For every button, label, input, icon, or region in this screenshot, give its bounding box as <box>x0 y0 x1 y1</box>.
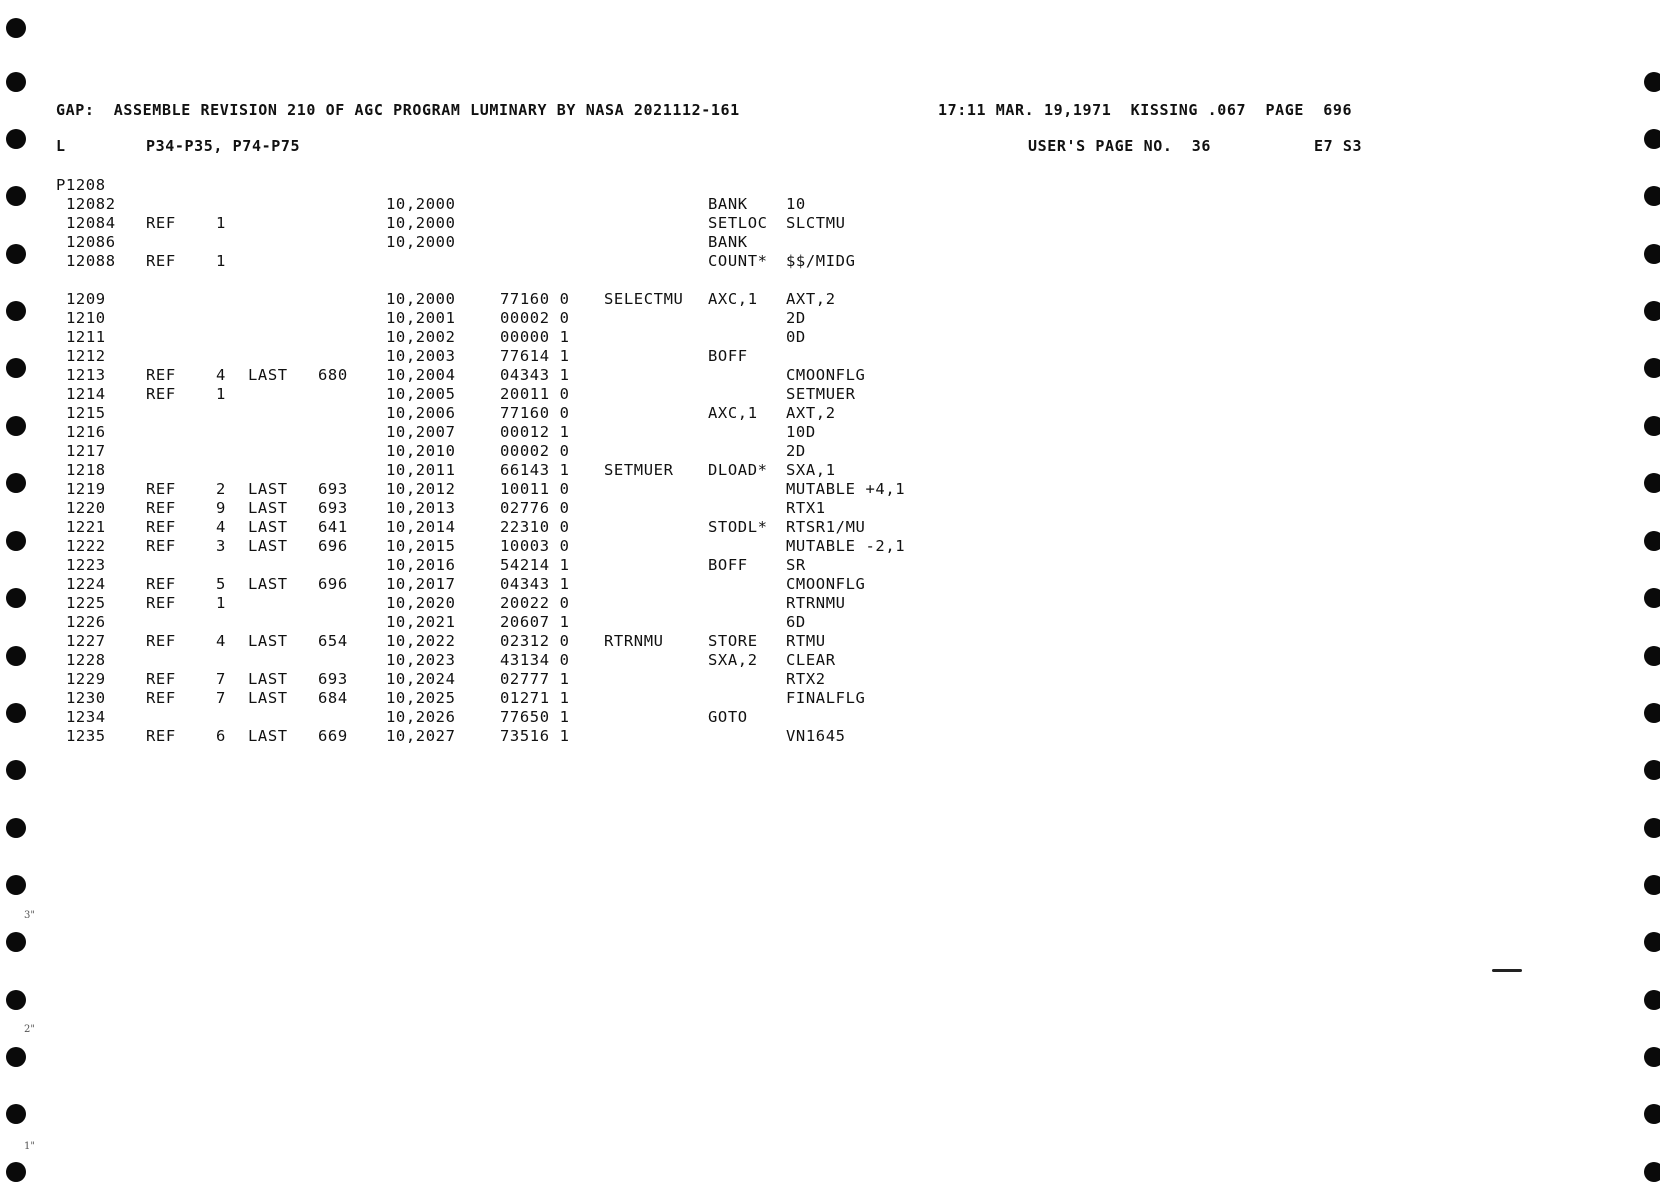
opcode: STORE <box>708 632 758 650</box>
last-page: 696 <box>318 537 348 555</box>
line-number: 1225 <box>66 594 106 612</box>
feed-hole <box>1644 703 1660 723</box>
octal-code: 54214 1 <box>500 556 570 574</box>
last-flag: LAST <box>248 480 288 498</box>
opcode: AXC,1 <box>708 404 758 422</box>
ref-count: 9 <box>216 499 226 517</box>
last-page: 693 <box>318 670 348 688</box>
header-date-page: 17:11 MAR. 19,1971 KISSING .067 PAGE 696 <box>938 101 1353 119</box>
feed-hole <box>1644 301 1660 321</box>
feed-hole <box>1644 186 1660 206</box>
last-flag: LAST <box>248 366 288 384</box>
opcode: COUNT* <box>708 252 768 270</box>
header-title: GAP: ASSEMBLE REVISION 210 OF AGC PROGRAM LUMINARY BY NASA 2021112-161 <box>56 101 740 119</box>
ref-count: 5 <box>216 575 226 593</box>
symbol-label: SELECTMU <box>604 290 684 308</box>
operand: AXT,2 <box>786 404 836 422</box>
feed-hole <box>1644 875 1660 895</box>
octal-code: 10003 0 <box>500 537 570 555</box>
feed-hole <box>1644 244 1660 264</box>
address: 10,2026 <box>386 708 456 726</box>
feed-hole <box>6 416 26 436</box>
address: 10,2022 <box>386 632 456 650</box>
line-number: 1230 <box>66 689 106 707</box>
line-number: 1228 <box>66 651 106 669</box>
octal-code: 77160 0 <box>500 290 570 308</box>
feed-hole <box>1644 531 1660 551</box>
ref-flag: REF <box>146 727 176 745</box>
feed-hole <box>6 129 26 149</box>
feed-hole <box>6 1047 26 1067</box>
operand: AXT,2 <box>786 290 836 308</box>
address: 10,2021 <box>386 613 456 631</box>
line-number: 1211 <box>66 328 106 346</box>
header-section-letter: L <box>56 137 66 155</box>
line-number: 1217 <box>66 442 106 460</box>
opcode: SXA,2 <box>708 651 758 669</box>
ref-count: 1 <box>216 385 226 403</box>
octal-code: 20607 1 <box>500 613 570 631</box>
ref-flag: REF <box>146 689 176 707</box>
feed-hole <box>6 932 26 952</box>
ref-count: 3 <box>216 537 226 555</box>
ref-flag: REF <box>146 518 176 536</box>
opcode: BANK <box>708 233 748 251</box>
octal-code: 00012 1 <box>500 423 570 441</box>
ref-count: 7 <box>216 689 226 707</box>
operand: RTMU <box>786 632 826 650</box>
octal-code: 77650 1 <box>500 708 570 726</box>
margin-mark-2in: 2" <box>24 1024 35 1035</box>
feed-hole <box>1644 646 1660 666</box>
feed-hole <box>1644 72 1660 92</box>
octal-code: 20011 0 <box>500 385 570 403</box>
feed-hole <box>6 18 26 38</box>
address: 10,2006 <box>386 404 456 422</box>
line-number: 1224 <box>66 575 106 593</box>
symbol-label: SETMUER <box>604 461 674 479</box>
octal-code: 02312 0 <box>500 632 570 650</box>
operand: CMOONFLG <box>786 575 866 593</box>
stray-mark <box>1492 969 1522 972</box>
last-page: 641 <box>318 518 348 536</box>
feed-hole <box>6 1162 26 1182</box>
ref-count: 1 <box>216 594 226 612</box>
line-number: 1209 <box>66 290 106 308</box>
address: 10,2000 <box>386 195 456 213</box>
header-section-title: P34-P35, P74-P75 <box>146 137 301 155</box>
line-number: 1215 <box>66 404 106 422</box>
feed-hole <box>1644 1162 1660 1182</box>
feed-hole <box>1644 416 1660 436</box>
margin-mark-1in: 1" <box>24 1141 35 1152</box>
address: 10,2005 <box>386 385 456 403</box>
operand: FINALFLG <box>786 689 866 707</box>
octal-code: 04343 1 <box>500 366 570 384</box>
left-tractor-holes <box>0 0 30 1203</box>
address: 10,2014 <box>386 518 456 536</box>
ref-count: 7 <box>216 670 226 688</box>
line-number: 1219 <box>66 480 106 498</box>
octal-code: 02777 1 <box>500 670 570 688</box>
ref-flag: REF <box>146 252 176 270</box>
ref-count: 4 <box>216 366 226 384</box>
opcode: BOFF <box>708 556 748 574</box>
line-number: 1227 <box>66 632 106 650</box>
operand: SLCTMU <box>786 214 846 232</box>
address: 10,2011 <box>386 461 456 479</box>
line-number: 1222 <box>66 537 106 555</box>
address: 10,2010 <box>386 442 456 460</box>
ref-count: 4 <box>216 632 226 650</box>
opcode: STODL* <box>708 518 768 536</box>
address: 10,2017 <box>386 575 456 593</box>
octal-code: 00002 0 <box>500 442 570 460</box>
address: 10,2015 <box>386 537 456 555</box>
address: 10,2027 <box>386 727 456 745</box>
octal-code: 20022 0 <box>500 594 570 612</box>
line-number: 12082 <box>66 195 116 213</box>
ref-flag: REF <box>146 632 176 650</box>
opcode: DLOAD* <box>708 461 768 479</box>
line-number: 1218 <box>66 461 106 479</box>
address: 10,2025 <box>386 689 456 707</box>
ref-count: 2 <box>216 480 226 498</box>
ref-count: 1 <box>216 252 226 270</box>
octal-code: 00000 1 <box>500 328 570 346</box>
feed-hole <box>6 531 26 551</box>
address: 10,2000 <box>386 290 456 308</box>
operand: CMOONFLG <box>786 366 866 384</box>
feed-hole <box>1644 129 1660 149</box>
last-page: 693 <box>318 480 348 498</box>
ref-flag: REF <box>146 480 176 498</box>
last-flag: LAST <box>248 689 288 707</box>
last-flag: LAST <box>248 537 288 555</box>
ref-flag: REF <box>146 537 176 555</box>
header-user-page: USER'S PAGE NO. 36 <box>1028 137 1211 155</box>
octal-code: 77614 1 <box>500 347 570 365</box>
feed-hole <box>6 875 26 895</box>
ref-count: 4 <box>216 518 226 536</box>
line-number: 1214 <box>66 385 106 403</box>
line-number: 12084 <box>66 214 116 232</box>
octal-code: 02776 0 <box>500 499 570 517</box>
address: 10,2007 <box>386 423 456 441</box>
ref-flag: REF <box>146 594 176 612</box>
address: 10,2020 <box>386 594 456 612</box>
operand: RTSR1/MU <box>786 518 866 536</box>
right-tractor-holes <box>1630 0 1660 1203</box>
octal-code: 43134 0 <box>500 651 570 669</box>
opcode: GOTO <box>708 708 748 726</box>
operand: 0D <box>786 328 806 346</box>
operand: VN1645 <box>786 727 846 745</box>
address: 10,2001 <box>386 309 456 327</box>
feed-hole <box>6 588 26 608</box>
ref-flag: REF <box>146 214 176 232</box>
ref-count: 6 <box>216 727 226 745</box>
last-page: 693 <box>318 499 348 517</box>
margin-mark-3in: 3" <box>24 910 35 921</box>
header-sheet-code: E7 S3 <box>1314 137 1363 155</box>
ref-flag: REF <box>146 385 176 403</box>
listing-title: P1208 <box>56 176 106 194</box>
address: 10,2003 <box>386 347 456 365</box>
operand: 10D <box>786 423 816 441</box>
feed-hole <box>6 473 26 493</box>
last-page: 669 <box>318 727 348 745</box>
feed-hole <box>6 1104 26 1124</box>
symbol-label: RTRNMU <box>604 632 664 650</box>
operand: MUTABLE +4,1 <box>786 480 906 498</box>
feed-hole <box>1644 588 1660 608</box>
feed-hole <box>6 990 26 1010</box>
line-number: 1210 <box>66 309 106 327</box>
octal-code: 77160 0 <box>500 404 570 422</box>
feed-hole <box>6 186 26 206</box>
line-number: 12088 <box>66 252 116 270</box>
feed-hole <box>1644 473 1660 493</box>
address: 10,2002 <box>386 328 456 346</box>
feed-hole <box>1644 358 1660 378</box>
ref-flag: REF <box>146 575 176 593</box>
feed-hole <box>6 818 26 838</box>
address: 10,2000 <box>386 233 456 251</box>
octal-code: 22310 0 <box>500 518 570 536</box>
opcode: BOFF <box>708 347 748 365</box>
ref-count: 1 <box>216 214 226 232</box>
ref-flag: REF <box>146 499 176 517</box>
octal-code: 01271 1 <box>500 689 570 707</box>
address: 10,2012 <box>386 480 456 498</box>
feed-hole <box>6 703 26 723</box>
operand: 2D <box>786 442 806 460</box>
address: 10,2013 <box>386 499 456 517</box>
operand: RTX1 <box>786 499 826 517</box>
last-flag: LAST <box>248 499 288 517</box>
address: 10,2004 <box>386 366 456 384</box>
operand: CLEAR <box>786 651 836 669</box>
last-page: 684 <box>318 689 348 707</box>
feed-hole <box>6 244 26 264</box>
line-number: 1226 <box>66 613 106 631</box>
operand: $$/MIDG <box>786 252 856 270</box>
last-flag: LAST <box>248 632 288 650</box>
line-number: 1212 <box>66 347 106 365</box>
last-page: 696 <box>318 575 348 593</box>
opcode: BANK <box>708 195 748 213</box>
line-number: 12086 <box>66 233 116 251</box>
address: 10,2000 <box>386 214 456 232</box>
octal-code: 10011 0 <box>500 480 570 498</box>
opcode: SETLOC <box>708 214 768 232</box>
operand: 2D <box>786 309 806 327</box>
feed-hole <box>1644 1047 1660 1067</box>
address: 10,2024 <box>386 670 456 688</box>
feed-hole <box>1644 760 1660 780</box>
feed-hole <box>1644 1104 1660 1124</box>
octal-code: 66143 1 <box>500 461 570 479</box>
last-page: 680 <box>318 366 348 384</box>
line-number: 1216 <box>66 423 106 441</box>
feed-hole <box>6 760 26 780</box>
feed-hole <box>6 646 26 666</box>
last-flag: LAST <box>248 575 288 593</box>
last-flag: LAST <box>248 670 288 688</box>
line-number: 1234 <box>66 708 106 726</box>
feed-hole <box>6 358 26 378</box>
line-number: 1221 <box>66 518 106 536</box>
operand: 6D <box>786 613 806 631</box>
line-number: 1220 <box>66 499 106 517</box>
feed-hole <box>1644 990 1660 1010</box>
address: 10,2023 <box>386 651 456 669</box>
octal-code: 00002 0 <box>500 309 570 327</box>
ref-flag: REF <box>146 670 176 688</box>
operand: RTX2 <box>786 670 826 688</box>
octal-code: 04343 1 <box>500 575 570 593</box>
line-number: 1235 <box>66 727 106 745</box>
opcode: AXC,1 <box>708 290 758 308</box>
ref-flag: REF <box>146 366 176 384</box>
operand: 10 <box>786 195 806 213</box>
operand: SETMUER <box>786 385 856 403</box>
operand: SR <box>786 556 806 574</box>
feed-hole <box>6 301 26 321</box>
operand: RTRNMU <box>786 594 846 612</box>
operand: MUTABLE -2,1 <box>786 537 906 555</box>
last-flag: LAST <box>248 518 288 536</box>
last-flag: LAST <box>248 727 288 745</box>
line-number: 1213 <box>66 366 106 384</box>
octal-code: 73516 1 <box>500 727 570 745</box>
line-number: 1229 <box>66 670 106 688</box>
feed-hole <box>1644 932 1660 952</box>
feed-hole <box>6 72 26 92</box>
last-page: 654 <box>318 632 348 650</box>
feed-hole <box>1644 818 1660 838</box>
operand: SXA,1 <box>786 461 836 479</box>
line-number: 1223 <box>66 556 106 574</box>
address: 10,2016 <box>386 556 456 574</box>
